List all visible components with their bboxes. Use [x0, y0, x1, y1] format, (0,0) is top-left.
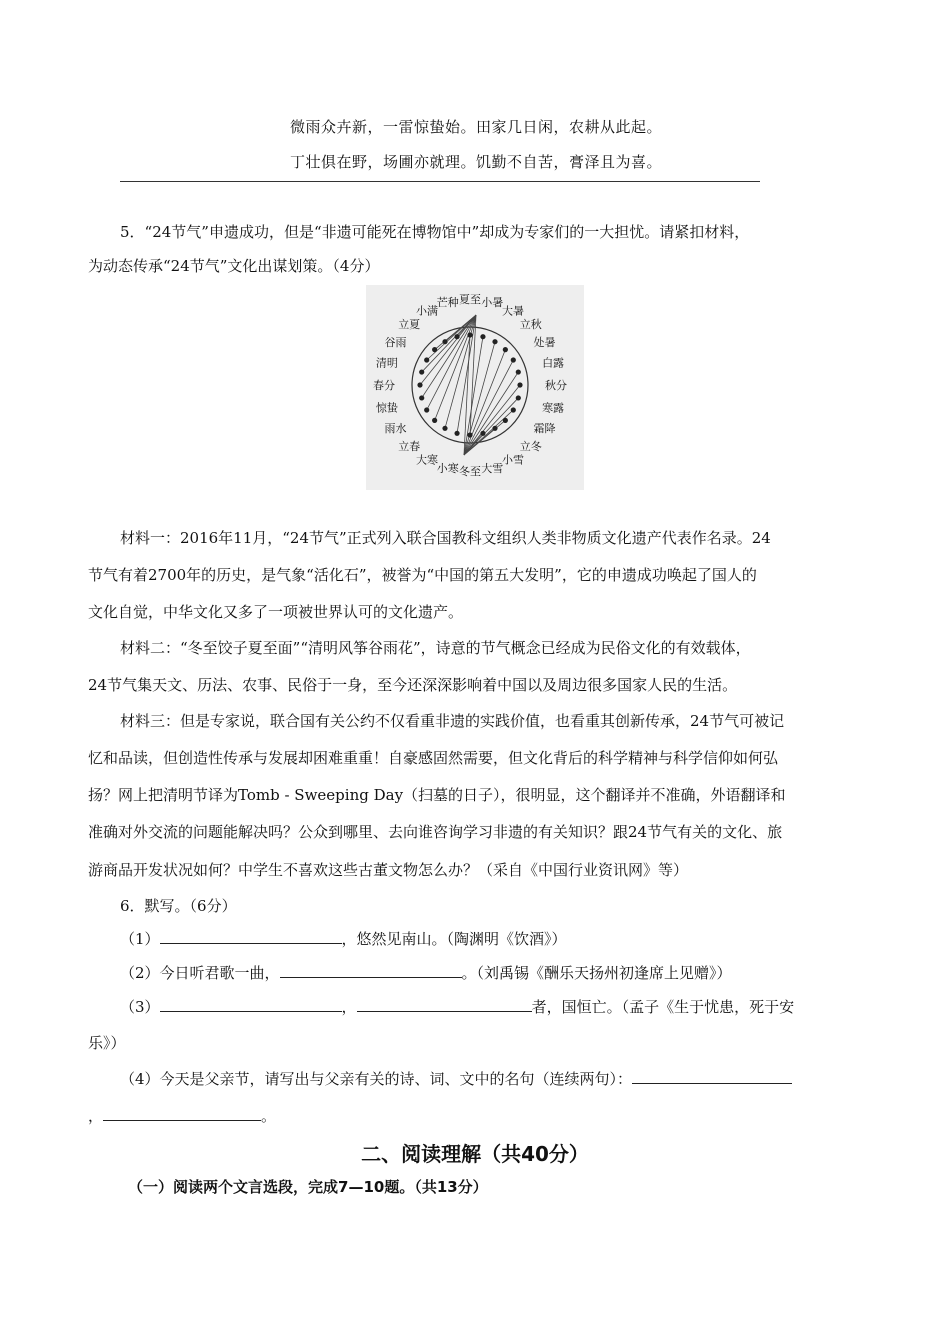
term-label: 惊蛰	[375, 401, 398, 415]
q6-item-3-text: 者，国恒亡。（孟子《生于忧患，死于安	[531, 998, 795, 1016]
q6-item-3-blank-1[interactable]	[160, 997, 342, 1012]
q6-item-2	[120, 963, 732, 983]
q6-item-4-blank-2[interactable]	[103, 1106, 261, 1121]
term-dot	[517, 382, 522, 387]
term-dot	[424, 357, 429, 362]
q6-item-1-blank[interactable]	[160, 929, 342, 944]
term-dot	[454, 431, 459, 436]
solar-terms-wheel	[366, 285, 584, 490]
term-dot	[442, 426, 447, 431]
q6-item-2-blank[interactable]	[280, 963, 462, 978]
term-dot	[442, 339, 447, 344]
term-dot	[419, 395, 424, 400]
term-label: 谷雨	[384, 336, 407, 349]
term-label: 小满	[416, 304, 438, 318]
term-dot	[424, 407, 429, 412]
term-label: 大暑	[502, 304, 524, 318]
material-1-line-1: 材料一：2016年11月，“24节气”正式列入联合国教科文组织人类非物质文化遗产代表作名录。24	[120, 529, 771, 547]
term-label: 清明	[375, 356, 398, 370]
poem-line-2: 丁壮俱在野，场圃亦就理。饥勤不自苦，膏泽且为喜。	[290, 153, 663, 171]
material-3-line-4: 准确对外交流的问题能解决吗？公众到哪里、去向谁咨询学习非遗的有关知识？跟24节气有关的文化、旅	[88, 823, 783, 841]
q6-item-1	[120, 929, 567, 949]
term-dot	[417, 382, 422, 387]
term-dot	[492, 339, 497, 344]
q6-item-3-blank-2[interactable]	[357, 997, 532, 1012]
q6-title: 6．默写。（6分）	[120, 897, 237, 915]
q6-item-3	[120, 997, 794, 1017]
term-dot	[511, 357, 516, 362]
q6-item-3-continued: 乐》）	[88, 1034, 126, 1052]
term-label: 立春	[398, 439, 421, 453]
term-label: 立冬	[519, 439, 542, 453]
term-label: 寒露	[542, 401, 565, 415]
q6-item-4-comma: ，	[88, 1107, 104, 1125]
q6-item-4-blank-1[interactable]	[632, 1069, 792, 1084]
term-label: 大寒	[416, 453, 438, 467]
term-dot	[480, 431, 485, 436]
term-label: 小暑	[481, 295, 504, 309]
material-3-line-1: 材料三：但是专家说，联合国有关公约不仅看重非遗的实践价值，也看重其创新传承，24节气可被记	[120, 712, 785, 730]
q6-item-4	[120, 1069, 792, 1089]
term-label: 处暑	[533, 336, 556, 349]
term-label: 春分	[373, 379, 395, 392]
q6-item-4-text: （4）今天是父亲节，请写出与父亲有关的诗、词、文中的名句（连续两句）：	[120, 1070, 633, 1088]
q6-item-4-continued	[88, 1106, 873, 1126]
q5-text-line-1: 5．“24节气”申遗成功，但是“非遗可能死在博物馆中”却成为专家们的一大担忧。请紧扣材料，	[120, 223, 750, 241]
solar-terms-diagram	[366, 285, 584, 490]
material-2-line-2: 24节气集天文、历法、农事、民俗于一身，至今还深深影响着中国以及周边很多国家人民的生活。	[88, 676, 738, 694]
q6-item-2-source: 。（刘禹锡《酬乐天扬州初逢席上见赠》）	[461, 964, 732, 982]
material-3-line-3: 扬？网上把清明节译为Tomb - Sweeping Day（扫墓的日子），很明显，这个翻译并不准确，外语翻译和	[88, 786, 786, 804]
term-label: 夏至	[459, 293, 481, 306]
term-dot	[516, 369, 521, 374]
term-dot	[432, 347, 437, 352]
term-dot	[516, 395, 521, 400]
material-3-line-5: 游商品开发状况如何？中学生不喜欢这些古董文物怎么办？（采自《中国行业资讯网》等）	[88, 861, 689, 879]
q6-item-4-period: 。	[261, 1107, 277, 1125]
poem-line-1: 微雨众卉新，一雷惊蛰始。田家几日闲，农耕从此起。	[290, 118, 663, 136]
term-dot	[454, 334, 459, 339]
term-dot	[511, 407, 516, 412]
term-dot	[480, 334, 485, 339]
material-1-line-3: 文化自觉，中华文化又多了一项被世界认可的文化遗产。	[88, 603, 464, 621]
q6-item-1-number: （1）	[120, 930, 160, 948]
material-2-line-1: 材料二：“冬至饺子夏至面”“清明风筝谷雨花”，诗意的节气概念已经成为民俗文化的有效载体，	[120, 639, 751, 657]
section-subtitle: （一）阅读两个文言选段，完成7—10题。（共13分）	[128, 1178, 488, 1196]
term-label: 秋分	[545, 379, 567, 392]
material-3-line-2: 忆和品读，但创造性传承与发展却困难重重！自豪感固然需要，但文化背后的科学精神与科学信仰如何弘	[88, 749, 779, 767]
term-label: 小寒	[436, 462, 459, 476]
term-label: 雨水	[384, 422, 407, 435]
term-dot	[503, 418, 508, 423]
term-label: 冬至	[459, 465, 481, 478]
term-dot	[419, 369, 424, 374]
term-dot	[503, 347, 508, 352]
term-label: 芒种	[436, 295, 459, 309]
term-dot	[492, 426, 497, 431]
term-label: 小雪	[502, 453, 524, 467]
q6-item-2-text: （2）今日听君歌一曲，	[120, 964, 280, 982]
q6-item-1-text: ，悠然见南山。（陶渊明《饮酒》）	[341, 930, 567, 948]
q6-item-3-comma: ，	[341, 998, 357, 1016]
q6-item-3-number: （3）	[120, 998, 160, 1016]
term-label: 白露	[542, 356, 565, 370]
term-dot	[432, 418, 437, 423]
answer-line	[120, 181, 760, 182]
section-title: 二、阅读理解（共40分）	[361, 1142, 589, 1166]
term-label: 大雪	[481, 462, 504, 476]
term-label: 立秋	[519, 318, 542, 332]
term-label: 立夏	[398, 318, 421, 332]
material-1-line-2: 节气有着2700年的历史，是气象“活化石”，被誉为“中国的第五大发明”，它的申遗成功唤起了国人的	[88, 566, 757, 584]
q5-text-line-2: 为动态传承“24节气”文化出谋划策。（4分）	[88, 257, 380, 275]
term-label: 霜降	[533, 422, 556, 435]
term-dot	[467, 432, 472, 437]
term-dot	[467, 332, 472, 337]
